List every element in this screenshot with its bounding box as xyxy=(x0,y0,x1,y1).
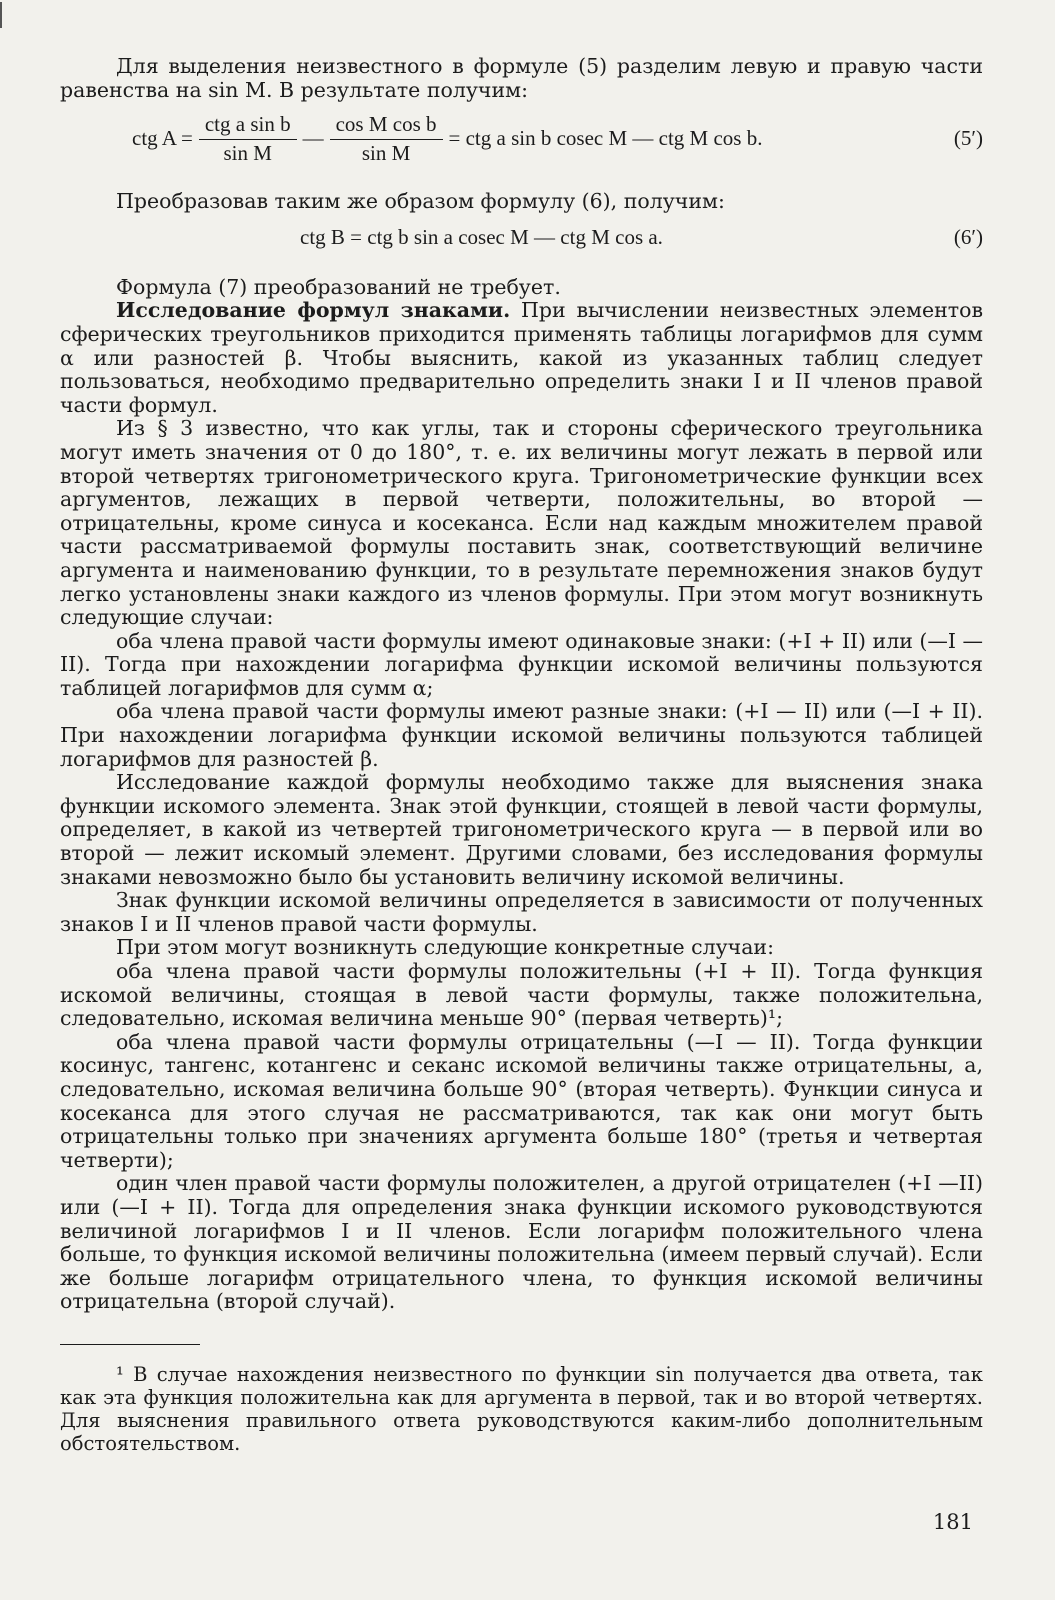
transform-paragraph: Преобразовав таким же образом формулу (6), получим: xyxy=(116,189,725,214)
body-paragraph: оба члена правой части формулы имеют одинаковые знаки: (+I + II) или (—I — II). Тогда при нахождении логарифма функции искомой величины пользуются таблицей логарифмов для сумм α; xyxy=(60,628,984,700)
research-paragraph xyxy=(60,299,983,417)
eq1-fraction-1 xyxy=(199,113,297,165)
page-body xyxy=(60,55,983,1455)
body-paragraph: Исследование каждой формулы необходимо также для выяснения знака функции искомого элемента. Знак этой функции, стоящей в левой части формулы, определяет, в какой из четвертей тригонометрического круга — в первой или во второй — лежит искомый элемент. Другими словами, без исследования формулы знаками невозможно было бы установить величину искомой величины. xyxy=(60,770,983,889)
scan-edge-mark xyxy=(0,2,2,28)
body-paragraph: оба члена правой части формулы имеют разные знаки: (+I — II) или (—I + II). При нахождении логарифма функции искомой величины пользуются таблицей логарифмов для разностей β. xyxy=(60,699,983,771)
intro-paragraph: Для выделения неизвестного в формуле (5) разделим левую и правую части равенства на sin M. В результате получим: xyxy=(60,54,983,102)
body-paragraph: оба члена правой части формулы положительны (+I + II). Тогда функция искомой величины, стоящая в левой части формулы, также положительна, следовательно, искомая величина меньше 90° (первая четверть)¹; xyxy=(60,959,983,1031)
body-paragraph: один член правой части формулы положителен, а другой отрицателен (+I —II) или (—I + II). Тогда для определения знака функции искомого руководствуются величиной логарифмов I и II членов. Если логарифм положительного члена больше, то функция искомой величины положительна (имеем первый случай). Если же больше логарифм отрицательного члена, то функция искомой величины отрицательна (второй случай). xyxy=(60,1171,983,1314)
eq1-lhs: ctg A = xyxy=(132,126,193,151)
body-paragraph: Знак функции искомой величины определяется в зависимости от полученных знаков I и II членов правой части формулы. xyxy=(60,888,983,936)
eq1-fraction-2 xyxy=(330,113,443,165)
equation-6-prime xyxy=(60,220,983,256)
eq1-minus: — xyxy=(302,126,324,151)
formula7-paragraph: Формула (7) преобразований не требует. xyxy=(116,274,561,299)
body-paragraph: оба члена правой части формулы отрицательны (—I — II). Тогда функции косинус, тангенс, котангенс и секанс искомой величины также отрицательны, а, следовательно, искомая величина больше 90° (вторая четверть). Функции синуса и косеканса для этого случая не рассматриваются, так как они могут быть отрицательны только при значениях аргумента больше 180° (третья и четвертая четверти); xyxy=(60,1029,983,1172)
eq1-number: (5′) xyxy=(953,126,983,151)
research-text: При вычислении неизвестных элементов сферических треугольников приходится применять таблицы логарифмов для сумм α или разностей β. Чтобы выяснить, какой из указанных таблиц следует пользоваться, необходимо предварительно определить знаки I и II членов правой части формул. xyxy=(60,298,983,417)
page-number: 181 xyxy=(932,1510,973,1534)
footnote-rule xyxy=(60,1344,200,1345)
equation-5-prime xyxy=(60,106,983,172)
footnote: ¹ В случае нахождения неизвестного по функции sin получается два ответа, так как эта функция положительна как для аргумента в первой, так и во второй четвертях. Для выяснения правильного ответа руководствуются каким-либо дополнительным обстоятельством. xyxy=(60,1362,983,1455)
eq1-frac1-numerator: ctg a sin b xyxy=(199,113,297,140)
eq2-number: (6′) xyxy=(953,224,983,249)
eq1-frac2-numerator: cos M cos b xyxy=(330,113,443,140)
eq1-rhs: = ctg a sin b cosec M — ctg M cos b. xyxy=(448,126,763,151)
eq1-frac2-denominator: sin M xyxy=(361,140,411,165)
body-paragraph: Из § 3 известно, что как углы, так и стороны сферического треугольника могут иметь значения от 0 до 180°, т. е. их величины могут лежать в первой или второй четвертях тригонометрического круга. Тригонометрические функции всех аргументов, лежащих в первой четверти, положительны, во второй — отрицательны, кроме синуса и косеканса. Если над каждым множителем правой части рассматриваемой формулы поставить знак, соответствующий величине аргумента и наименованию функции, то в результате перемножения знаков будут легко установлены знаки каждого из членов формулы. При этом могут возникнуть следующие случаи: xyxy=(60,416,983,630)
eq2-body: ctg B = ctg b sin a cosec M — ctg M cos a. xyxy=(300,224,663,249)
research-heading: Исследование формул знаками. xyxy=(116,298,511,323)
eq1-frac1-denominator: sin M xyxy=(223,140,272,165)
body-paragraph: При этом могут возникнуть следующие конкретные случаи: xyxy=(116,935,775,960)
